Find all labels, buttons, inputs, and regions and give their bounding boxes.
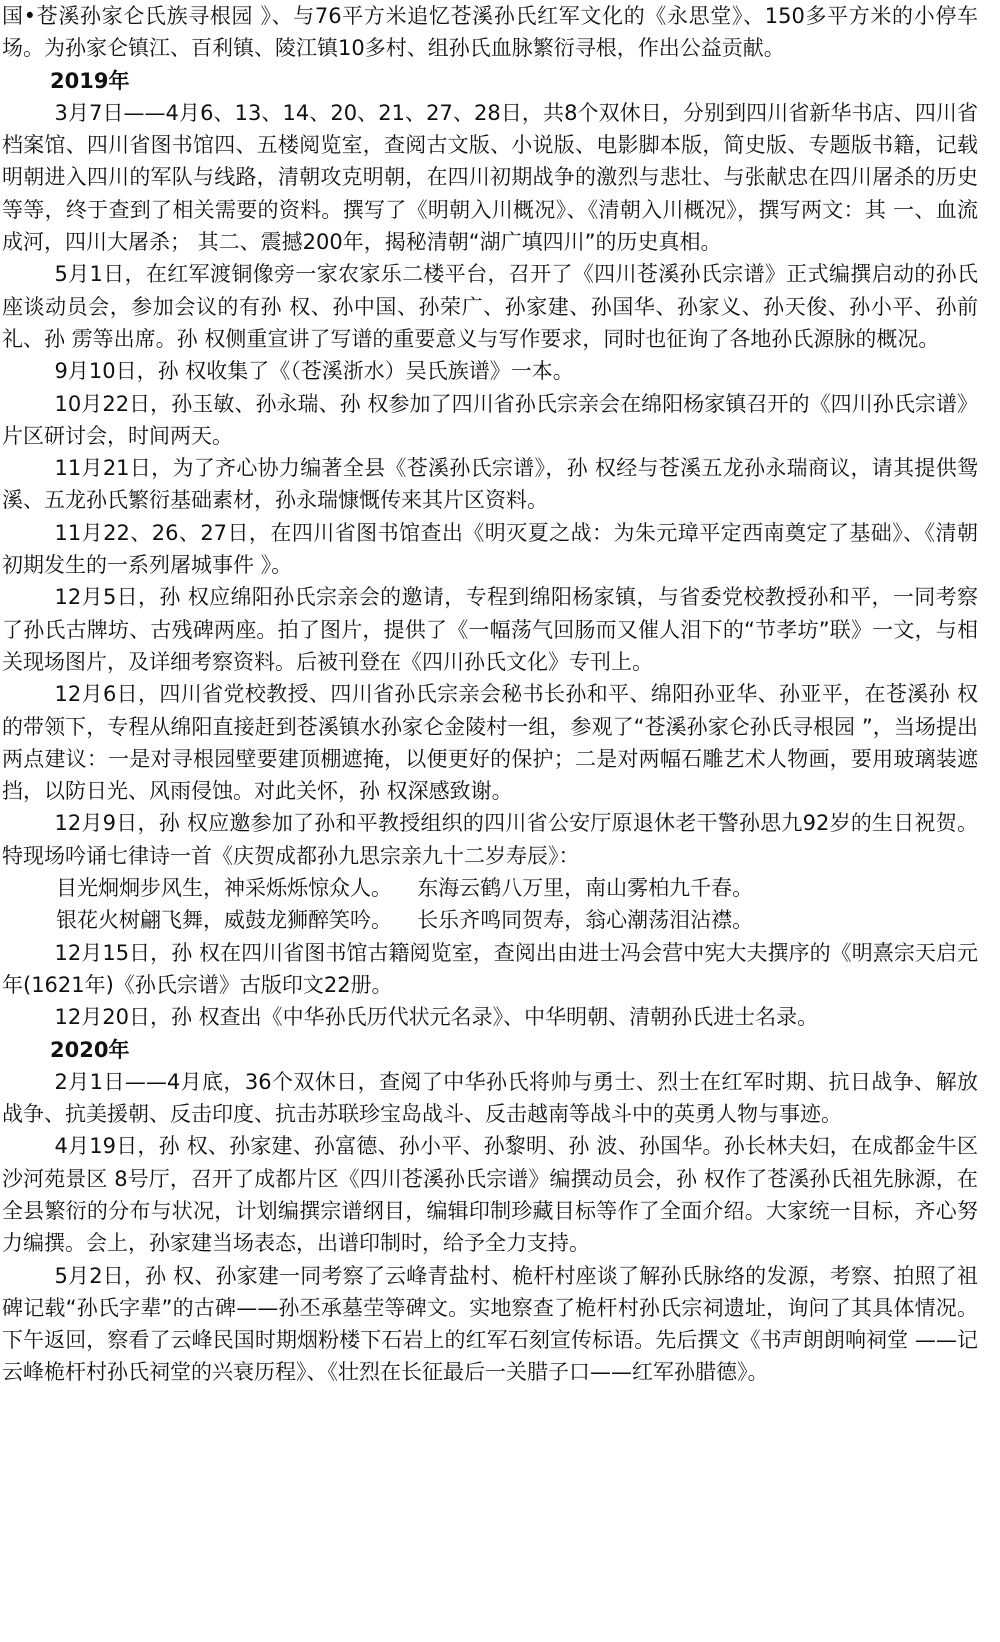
paragraph-apr-19: 4月19日，孙 权、孙家建、孙富德、孙小平、孙黎明、孙 波、孙国华。孙长林夫妇，在成都金牛区沙河苑景区 8号厅，召开了成都片区《四川苍溪孙氏宗谱》编撰动员会，孙 权作了苍溪孙氏祖先脉源，在全县繁衍的分布与状况，计划编撰宗谱纲目，编辑印制珍藏目标等作了全面介绍。大家统一目标，齐心努力编撰。会上，孙家建当场表态，出谱印制时，给予全力支持。: [2, 1134, 978, 1256]
paragraph-sep-10: 9月10日，孙 权收集了《（苍溪浙水）吴氏族谱》一本。: [54, 359, 574, 384]
year-heading-2019: 2019年: [50, 68, 130, 93]
poem-line-2-right: 长乐齐鸣同贺寿，翁心潮荡泪沾襟。: [417, 908, 754, 933]
poem-line-1-right: 东海云鹤八万里，南山雾柏九千春。: [417, 876, 754, 901]
poem-line-2-left: 银花火树翩飞舞，威鼓龙狮醉笑吟。: [56, 908, 392, 933]
paragraph-dec-9: 12月9日，孙 权应邀参加了孙和平教授组织的四川省公安厅原退休老干警孙思九92岁的生日祝贺。特现场吟诵七律诗一首《庆贺成都孙九思宗亲九十二岁寿辰》：: [2, 811, 978, 868]
poem-line-1-left: 目光炯炯步风生，神采烁烁惊众人。: [56, 876, 392, 901]
paragraph-dec-15: 12月15日，孙 权在四川省图书馆古籍阅览室，查阅出由进士冯会营中宪大夫撰序的《明熹宗天启元年(1621年)《孙氏宗谱》古版印文22册。: [2, 940, 978, 997]
paragraph-dec-5: 12月5日，孙 权应绵阳孙氏宗亲会的邀请，专程到绵阳杨家镇，与省委党校教授孙和平，一同考察了孙氏古牌坊、古残碑两座。拍了图片，提供了《一幅荡气回肠而又催人泪下的“节孝坊”联》一文，与相关现场图片，及详细考察资料。后被刊登在《四川孙氏文化》专刊上。: [2, 585, 978, 674]
paragraph-may-2: 5月2日，孙 权、孙家建一同考察了云峰青盐村、桅杆村座谈了解孙氏脉络的发源，考察、拍照了祖碑记载“孙氏字辈”的古碑——孙丕承墓茔等碑文。实地察查了桅杆村孙氏宗祠遗址，询问了其具体情况。下午返回，察看了云峰民国时期烟粉楼下石岩上的红军石刻宣传标语。先后撰文《书声朗朗响祠堂 ——记云峰桅杆村孙氏祠堂的兴衰历程》、《壮烈在长征最后一关腊子口——红军孙腊德》。: [2, 1263, 978, 1385]
paragraph-dec-20: 12月20日，孙 权查出《中华孙氏历代状元名录》、中华明朝、清朝孙氏进士名录。: [54, 1005, 819, 1030]
poem-line-2: [2, 904, 978, 936]
paragraph-mar-7: 3月7日——4月6、13、14、20、21、27、28日，共8个双休日，分别到四川省新华书店、四川省档案馆、四川省图书馆四、五楼阅览室，查阅古文版、小说版、电影脚本版，简史版、专题版书籍，记载明朝进入四川的军队与线路，清朝攻克明朝，在四川初期战争的激烈与悲壮、与张献忠在四川屠杀的历史等等，终于查到了相关需要的资料。撰写了《明朝入川概况》、《清朝入川概况》，撰写两文：其 一、血流成河，四川大屠杀； 其二、震撼200年，揭秘清朝“湖广填四川”的历史真相。: [2, 100, 978, 255]
year-heading-2020: 2020年: [50, 1037, 130, 1062]
paragraph-may-1: 5月1日，在红军渡铜像旁一家农家乐二楼平台，召开了《四川苍溪孙氏宗谱》正式编撰启动的孙氏座谈动员会，参加会议的有孙 权、孙中国、孙荣广、孙家建、孙国华、孙家义、孙天俊、孙小平、孙前礼、孙 雳等出席。孙 权侧重宣讲了写谱的重要意义与写作要求，同时也征询了各地孙氏源脉的概况。: [2, 262, 978, 351]
paragraph-feb-1: 2月1日——4月底，36个双休日，查阅了中华孙氏将帅与勇士、烈士在红军时期、抗日战争、解放战争、抗美援朝、反击印度、抗击苏联珍宝岛战斗、反击越南等战斗中的英勇人物与事迹。: [2, 1069, 978, 1127]
poem-line-1: [2, 872, 978, 904]
paragraph-intro: 国•苍溪孙家仑氏族寻根园 》、与76平方米追忆苍溪孙氏红军文化的《永思堂》、150多平方米的小停车场。为孙家仑镇江、百利镇、陵江镇10多村、组孙氏血脉繁衍寻根，作出公益贡献。: [2, 4, 978, 61]
paragraph-oct-22: 10月22日，孙玉敏、孙永瑞、孙 权参加了四川省孙氏宗亲会在绵阳杨家镇召开的《四川孙氏宗谱》片区研讨会，时间两天。: [2, 391, 978, 448]
paragraph-dec-6: 12月6日，四川省党校教授、四川省孙氏宗亲会秘书长孙和平、绵阳孙亚华、孙亚平，在苍溪孙 权的带领下，专程从绵阳直接赶到苍溪镇水孙家仑金陵村一组，参观了“苍溪孙家仑孙氏寻根园 ”，当场提出两点建议：一是对寻根园壁要建顶棚遮掩，以便更好的保护；二是对两幅石雕艺术人物画，要用玻璃装遮挡，以防日光、风雨侵蚀。对此关怀，孙 权深感致谢。: [2, 682, 978, 804]
paragraph-nov-21: 11月21日，为了齐心协力编著全县《苍溪孙氏宗谱》，孙 权经与苍溪五龙孙永瑞商议，请其提供鸳溪、五龙孙氏繁衍基础素材，孙永瑞慷慨传来其片区资料。: [2, 456, 978, 513]
paragraph-nov-22: 11月22、26、27日，在四川省图书馆查出《明灭夏之战：为朱元璋平定西南奠定了基础》、《清朝初期发生的一系列屠城事件 》。: [2, 520, 978, 578]
